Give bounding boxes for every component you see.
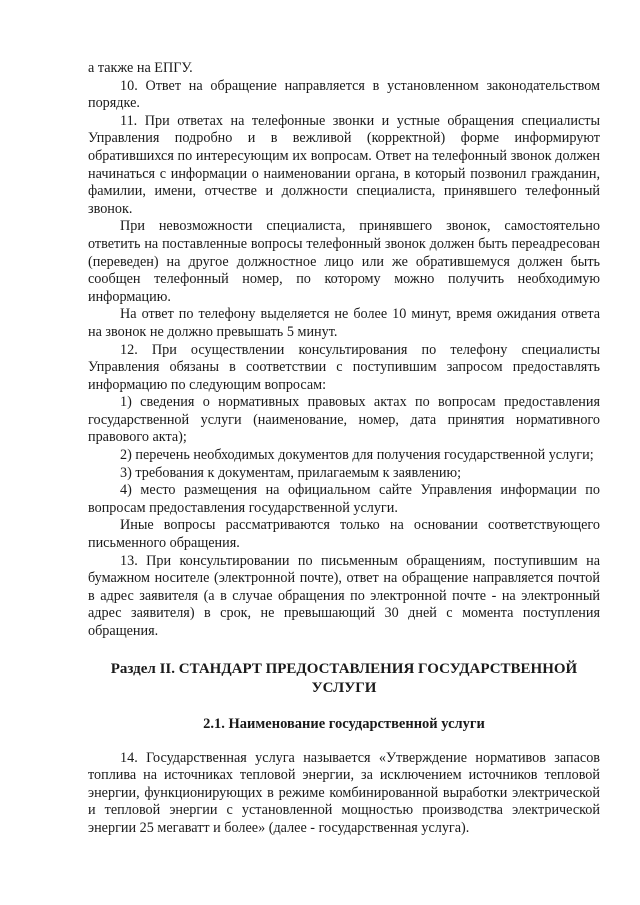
subsection-title: 2.1. Наименование государственной услуги bbox=[203, 715, 485, 732]
list-item-4: 4) место размещения на официальном сайте Управления информации по вопросам предоставления государственной услуги. bbox=[88, 482, 600, 516]
document-page bbox=[88, 60, 600, 838]
paragraph-time-limit: На ответ по телефону выделяется не более 10 минут, время ожидания ответа на звонок не должно превышать 5 минут. bbox=[88, 306, 600, 340]
list-item-3: 3) требования к документам, прилагаемым к заявлению; bbox=[120, 464, 462, 481]
paragraph-14: 14. Государственная услуга называется «Утверждение нормативов запасов топлива на источниках тепловой энергии, за исключением источников тепловой энергии, функционирующих в режиме комбинированной выработки электрической и тепловой энергии с установленной мощностью производства электрической энергии 25 мегаватт и более» (далее - государственная услуга). bbox=[88, 749, 600, 836]
paragraph-10: 10. Ответ на обращение направляется в установленном законодательством порядке. bbox=[88, 77, 600, 112]
list-item-1: 1) сведения о нормативных правовых актах по вопросам предоставления государственной услуги (наименование, номер, дата принятия нормативного правового акта); bbox=[88, 394, 600, 446]
paragraph-epgu: а также на ЕПГУ. bbox=[88, 60, 193, 76]
paragraph-redirect: При невозможности специалиста, принявшего звонок, самостоятельно ответить на поставленные вопросы телефонный звонок должен быть переадресован (переведен) на другое должностное лицо или же обратившемуся должен быть сообщен телефонный номер, по которому можно получить необходимую информацию. bbox=[88, 218, 600, 305]
paragraph-13: 13. При консультировании по письменным обращениям, поступившим на бумажном носителе (электронной почте), ответ на обращение направляется почтой в адрес заявителя (а в случае обращения по электронной почте - на электронный адрес заявителя) в срок, не превышающий 30 дней с момента поступления обращения. bbox=[88, 552, 600, 639]
paragraph-12: 12. При осуществлении консультирования по телефону специалисты Управления обязаны в соответствии с поступившим запросом предоставлять информацию по следующим вопросам: bbox=[88, 341, 600, 393]
paragraph-other-questions: Иные вопросы рассматриваются только на основании соответствующего письменного обращения. bbox=[88, 517, 600, 552]
section-title: Раздел II. СТАНДАРТ ПРЕДОСТАВЛЕНИЯ ГОСУДАРСТВЕННОЙ УСЛУГИ bbox=[110, 660, 578, 696]
list-item-2: 2) перечень необходимых документов для получения государственной услуги; bbox=[120, 447, 594, 464]
paragraph-11: 11. При ответах на телефонные звонки и устные обращения специалисты Управления подробно и в вежливой (корректной) форме информируют обратившихся по интересующим их вопросам. Ответ на телефонный звонок должен начинаться с информации о наименовании органа, в который позвонил гражданин, фамилии, имени, отчестве и должности специалиста, принявшего телефонный звонок. bbox=[88, 112, 600, 217]
